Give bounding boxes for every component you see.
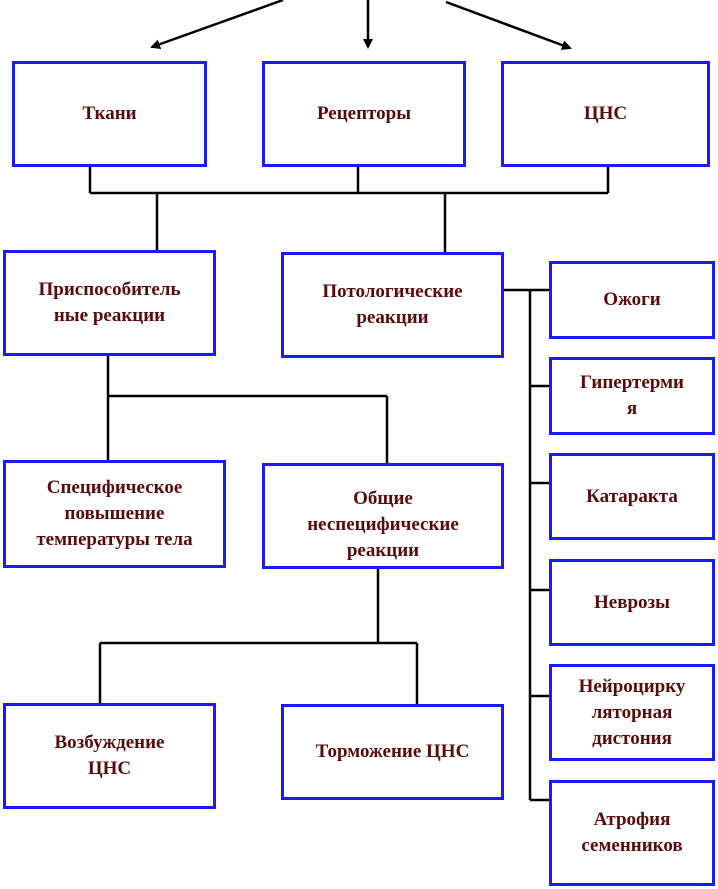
- node-atrophy-label: Атрофия семенников: [581, 809, 683, 856]
- node-receptory: [262, 61, 466, 167]
- node-adaptive: [3, 250, 216, 356]
- node-burns: [549, 261, 715, 339]
- node-receptory-label: Рецепторы: [316, 103, 412, 124]
- node-specific-label: Специфическое повышение температуры тела: [36, 477, 193, 550]
- arrow-to-tkani: [152, 0, 283, 47]
- node-atrophy: [549, 780, 715, 886]
- arrow-to-cns: [446, 2, 570, 48]
- node-pathological: [281, 252, 504, 358]
- node-inhibition-label: Торможение ЦНС: [315, 741, 470, 762]
- node-cns: [501, 61, 710, 167]
- node-neuroses: [549, 559, 715, 646]
- node-inhibition: [281, 704, 504, 800]
- node-hyperthermia: [549, 357, 715, 435]
- node-excitation: [3, 703, 216, 809]
- node-pathological-label: Потологические реакции: [322, 281, 463, 328]
- node-adaptive-label: Приспособитель ные реакции: [38, 279, 181, 326]
- node-specific: [3, 460, 226, 568]
- node-tkani-label: Ткани: [82, 103, 137, 124]
- node-cataract-label: Катаракта: [586, 485, 678, 507]
- node-dystonia: [549, 664, 715, 761]
- node-nonspecific: [262, 463, 504, 569]
- node-nonspecific-label: Общие неспецифические реакции: [307, 488, 459, 561]
- node-dystonia-label: Нейроцирку ляторная дистония: [578, 675, 686, 749]
- node-cataract: [549, 453, 715, 540]
- node-tkani: [12, 61, 207, 167]
- node-neuroses-label: Неврозы: [593, 591, 670, 613]
- node-excitation-label: Возбуждение ЦНС: [54, 732, 165, 779]
- node-hyperthermia-label: Гипертерми я: [580, 372, 684, 419]
- node-burns-label: Ожоги: [603, 289, 661, 310]
- node-cns-label: ЦНС: [583, 103, 628, 124]
